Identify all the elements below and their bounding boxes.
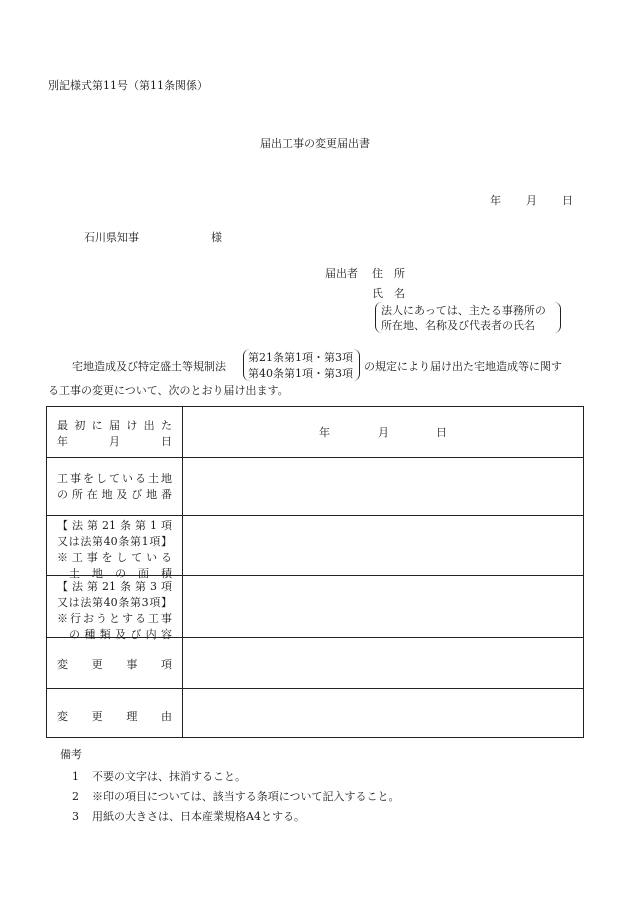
row-work-type-label-line4: の種類及び内容 [69,627,172,641]
row-area-label-line2: 又は法第40条第1項】 [57,534,172,548]
corporate-note-line2: 所在地、名称及び代表者の氏名 [381,319,535,332]
row-area-label-line3: ※工事をしている [57,550,172,564]
statement-law-name: 宅地造成及び特定盛土等規制法 [72,360,226,373]
table-row-divider [47,688,583,689]
row-initial-date-label-line1: 最初に届け出た [57,419,172,432]
row-initial-date-label-line2 [57,434,172,450]
row-area-label-line1: 【法第21条第1項 [57,519,172,532]
row-change-items-label-text: 変更事項 [57,658,172,671]
addressee-name: 石川県知事 [84,231,139,244]
row-work-type-label-line3: ※行おうとする工事 [57,611,172,625]
date-day: 日 [562,194,573,207]
form-number: 別記様式第11号（第11条関係） [48,79,208,92]
date-month: 月 [526,194,537,207]
row-initial-date-label-month: 月 [109,434,120,448]
corporate-note-line1: 法人にあっては、主たる事務所の [381,304,546,317]
row-initial-date-year: 年 [319,426,330,439]
statement-option1: 第21条第1項・第3項 [248,351,353,364]
row-area-label [57,518,172,582]
note-text: ※印の項目については、該当する条項について記入すること。 [92,790,400,803]
date-year: 年 [490,194,501,207]
statement-line1-rest: の規定により届け出た宅地造成等に関す [364,360,562,373]
addressee-honorific: 様 [211,231,222,244]
row-location-label [57,471,172,503]
statement-line2: る工事の変更について、次のとおり届け出ます。 [48,384,289,397]
row-work-type-label-line2: 又は法第40条第3項】 [57,595,172,609]
note-number: 3 [72,810,79,823]
note-text: 用紙の大きさは、日本産業規格A4とする。 [92,810,305,823]
row-change-reason-label [57,709,172,725]
form-title: 届出工事の変更届出書 [260,137,370,150]
note-number: 1 [72,770,79,783]
change-notification-table [46,406,584,738]
table-row-divider [47,457,583,458]
applicant-name-label: 氏 名 [372,287,405,300]
row-initial-date-label-year: 年 [57,434,68,448]
notes-heading: 備考 [60,748,82,761]
note-number: 2 [72,790,79,803]
row-initial-date-day: 日 [436,426,447,439]
applicant-address-label: 住 所 [372,267,405,280]
row-initial-date-label-day: 日 [161,434,172,448]
table-row-divider [47,515,583,516]
row-location-label-line1: 工事をしている土地 [57,472,172,485]
row-change-items-label [57,657,172,673]
row-initial-date-label [57,418,172,450]
row-initial-date-month: 月 [378,426,389,439]
note-text: 不要の文字は、抹消すること。 [92,770,246,783]
row-work-type-label [57,579,172,643]
row-area-label-line4: 土地の面積 [69,566,172,580]
statement-option2: 第40条第1項・第3項 [248,367,353,380]
applicant-label: 届出者 [325,267,358,280]
row-location-label-line2: の所在地及び地番 [57,487,172,501]
row-change-reason-label-text: 変更理由 [57,710,172,723]
row-work-type-label-line1: 【法第21条第3項 [57,580,172,593]
